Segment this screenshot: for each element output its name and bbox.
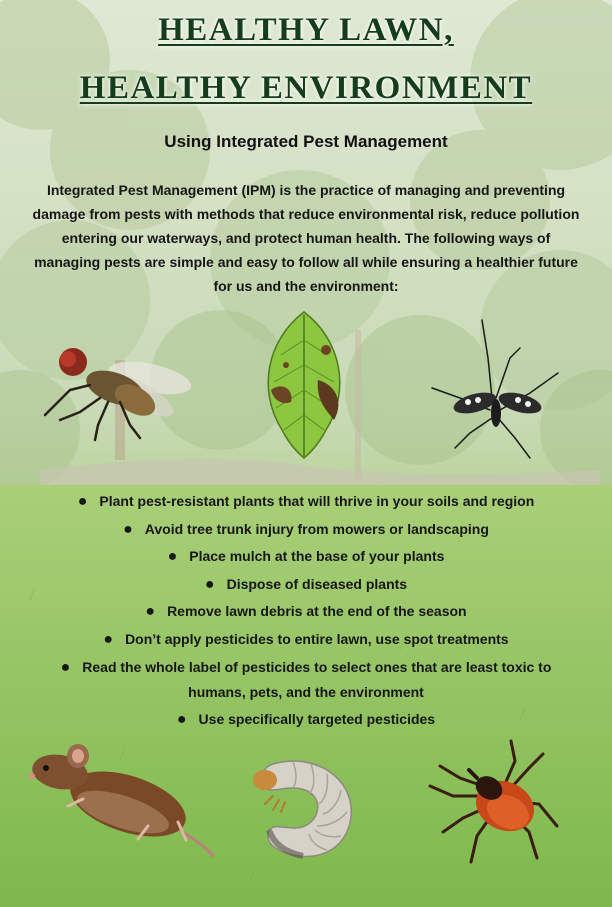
list-item	[20, 707, 592, 732]
housefly-image	[40, 340, 195, 445]
tick-image	[425, 736, 563, 868]
tip-text: Remove lawn debris at the end of the season	[167, 603, 467, 620]
list-item	[20, 572, 592, 597]
tip-text: Don’t apply pesticides to entire lawn, use spot treatments	[125, 630, 509, 647]
subtitle: Using Integrated Pest Management	[164, 132, 448, 151]
bullet-dot-icon: ●	[176, 711, 187, 729]
tip-text: Dispose of diseased plants	[226, 575, 408, 592]
list-item	[20, 544, 592, 569]
tip-text: Avoid tree trunk injury from mowers or landscaping	[144, 520, 489, 537]
tip-text: Use specifically targeted pesticides	[198, 711, 436, 728]
bullet-dot-icon: ●	[167, 548, 178, 566]
title-line-1: HEALTHY LAWN,	[158, 12, 454, 48]
list-item	[20, 489, 592, 514]
intro-paragraph: Integrated Pest Management (IPM) is the practice of managing and preventing damage from pests with methods that reduce environmental risk, reduce pollution entering our waterways, and protect human health. The following ways of managing pests are simple and easy to follow all while ensuring a healthier future for us and the environment:	[32, 182, 580, 294]
diseased-leaf-image	[256, 310, 352, 460]
grub-image	[243, 752, 361, 867]
bullet-dot-icon: ●	[103, 630, 114, 648]
list-item	[20, 599, 592, 624]
tip-text: Place mulch at the base of your plants	[189, 548, 445, 565]
tip-text: Plant pest-resistant plants that will thrive in your soils and region	[99, 493, 535, 509]
list-item	[20, 655, 592, 705]
bullet-dot-icon: ●	[145, 603, 156, 621]
list-item	[20, 627, 592, 652]
ipm-tips-list	[20, 489, 592, 735]
bullet-dot-icon: ●	[204, 575, 215, 593]
bullet-dot-icon: ●	[77, 493, 88, 510]
bullet-dot-icon: ●	[60, 658, 71, 676]
bullet-dot-icon: ●	[123, 520, 133, 538]
moth-image	[430, 318, 560, 463]
list-item	[20, 517, 592, 542]
mouse-image	[28, 744, 218, 859]
title-line-2: HEALTHY ENVIRONMENT	[79, 70, 533, 106]
tip-text: Read the whole label of pesticides to select ones that are least toxic to humans, pets, and the environment	[82, 658, 552, 700]
